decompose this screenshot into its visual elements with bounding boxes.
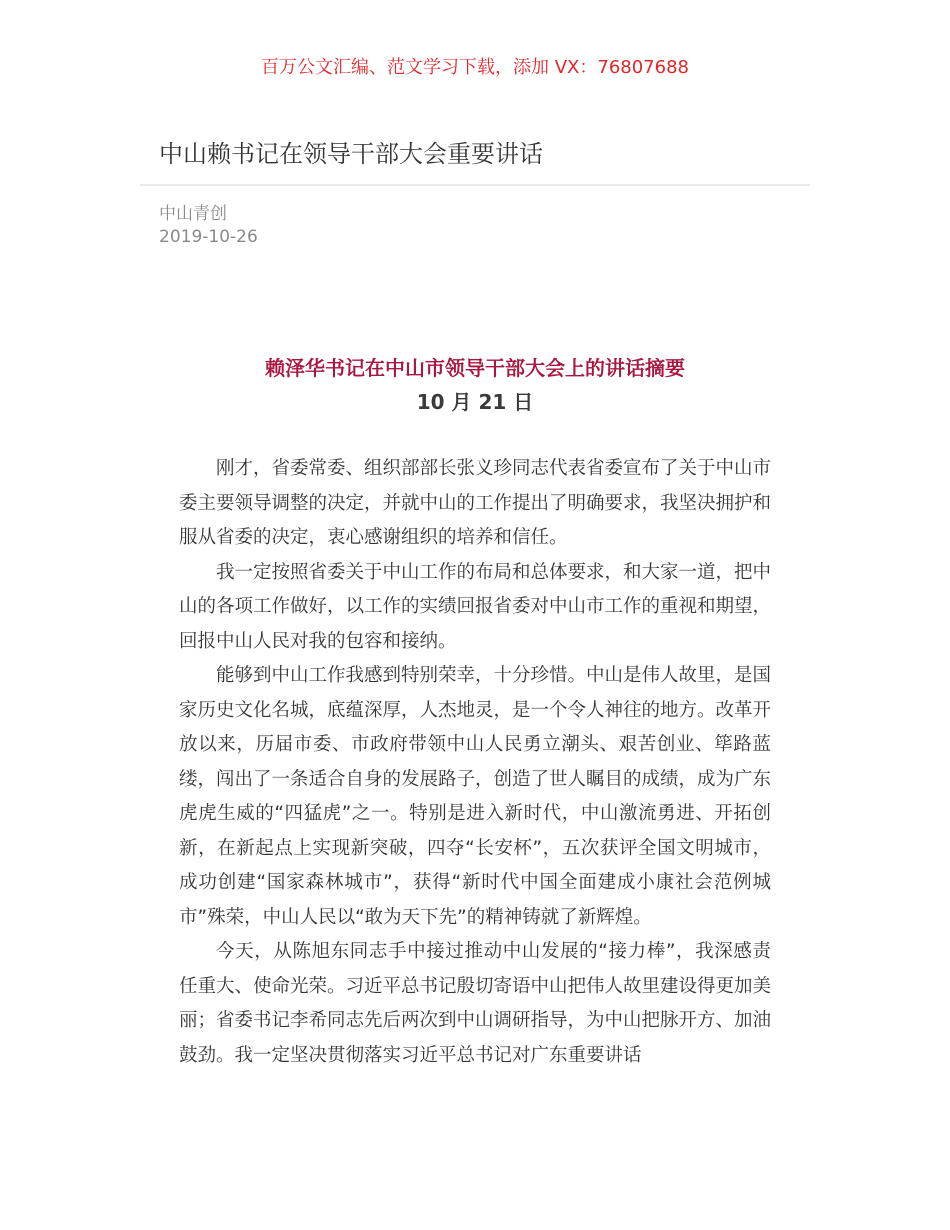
promo-banner: 百万公文汇编、范文学习下载，添加 VX：76807688 (261, 57, 689, 78)
article-date: 2019-10-26 (159, 227, 258, 247)
article-title: 中山赖书记在领导干部大会重要讲话 (159, 140, 543, 168)
paragraph: 今天，从陈旭东同志手中接过推动中山发展的“接力棒”，我深感责任重大、使命光荣。习近平总书记殷切寄语中山把伟人故里建设得更加美丽；省委书记李希同志先后两次到中山调研指导，为中山把脉开方、加油鼓劲。我一定坚决贯彻落实习近平总书记对广东重要讲话 (179, 941, 772, 1066)
section-heading: 赖泽华书记在中山市领导干部大会上的讲话摘要 (265, 356, 685, 380)
section-date: 10 月 21 日 (416, 390, 534, 414)
article-body (179, 452, 771, 1073)
paragraph: 能够到中山工作我感到特别荣幸，十分珍惜。中山是伟人故里，是国家历史文化名城，底蕴深厚，人杰地灵，是一个令人神往的地方。改革开放以来，历届市委、市政府带领中山人民勇立潮头、艰苦创业、筚路蓝缕，闯出了一条适合自身的发展路子，创造了世人瞩目的成绩，成为广东虎虎生威的“四猛虎”之一。特别是进入新时代，中山激流勇进、开拓创新，在新起点上实现新突破，四夺“长安杯”，五次获评全国文明城市，成功创建“国家森林城市”，获得“新时代中国全面建成小康社会范例城市”殊荣，中山人民以“敢为天下先”的精神铸就了新辉煌。 (179, 665, 772, 928)
article-author: 中山青创 (159, 204, 227, 224)
paragraph: 我一定按照省委关于中山工作的布局和总体要求，和大家一道，把中山的各项工作做好，以工作的实绩回报省委对中山市工作的重视和期望，回报中山人民对我的包容和接纳。 (179, 561, 772, 652)
title-divider (140, 184, 810, 186)
paragraph: 刚才，省委常委、组织部部长张义珍同志代表省委宣布了关于中山市委主要领导调整的决定，并就中山的工作提出了明确要求，我坚决拥护和服从省委的决定，衷心感谢组织的培养和信任。 (179, 458, 772, 548)
article-meta (159, 203, 258, 249)
